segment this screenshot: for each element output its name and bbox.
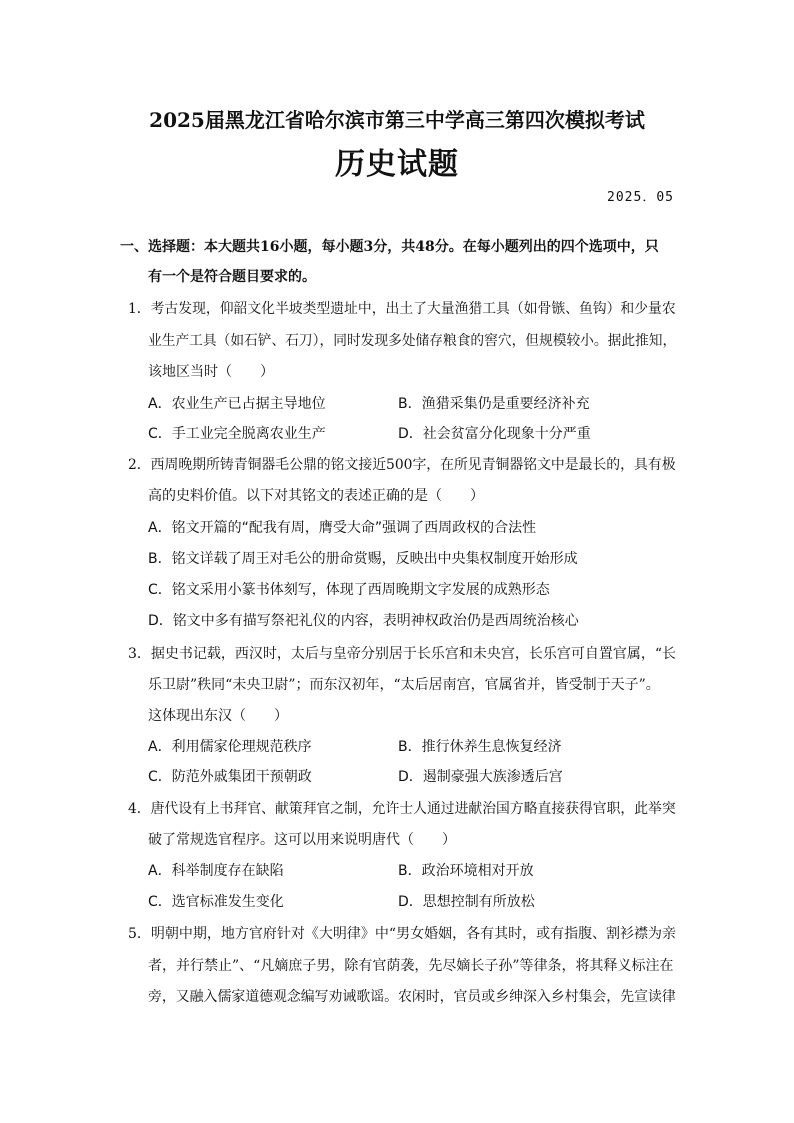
question-2-option-c: C．铭文采用小篆书体刻写，体现了西周晚期文字发展的成熟形态: [148, 582, 550, 598]
question-2-line-2: 高的史料价值。以下对其铭文的表述正确的是（ ）: [148, 488, 484, 504]
question-5-line-1: 5．明朝中期，地方官府针对《大明律》中“男女婚姻，各有其时，或有指腹、割衫襟为亲: [128, 926, 677, 942]
question-3-line-2: 乐卫尉”秩同“未央卫尉”；而东汉初年，“太后居南宫，官属省并，皆受制于天子”。: [148, 677, 660, 693]
question-5-line-2: 者，并行禁止”、“凡嫡庶子男，除有官荫袭，先尽嫡长子孙”等律条，将其释义标注在: [148, 958, 674, 974]
question-4-option-c: C．选官标准发生变化: [148, 894, 284, 910]
question-2-option-d: D．铭文中多有描写祭祀礼仪的内容，表明神权政治仍是西周统治核心: [148, 613, 579, 629]
question-3-option-d: D．遏制豪强大族渗透后宫: [398, 769, 563, 785]
question-2-option-b: B．铭文详载了周王对毛公的册命赏赐，反映出中央集权制度开始形成: [148, 551, 578, 567]
exam-subject-title: 历史试题: [335, 147, 459, 182]
section-instruction-line-2: 有一个是符合题目要求的。: [148, 269, 316, 285]
exam-title: 2025届黑龙江省哈尔滨市第三中学高三第四次模拟考试: [149, 108, 645, 132]
question-1-option-b: B．渔猎采集仍是重要经济补充: [398, 396, 590, 412]
question-4-option-d: D．思想控制有所放松: [398, 894, 535, 910]
question-5-line-3: 旁，又融入儒家道德观念编写劝诫歌谣。农闲时，官员或乡绅深入乡村集会，先宣读律: [148, 989, 676, 1005]
question-2-line-1: 2．西周晚期所铸青铜器毛公鼎的铭文接近500字，在所见青铜器铭文中是最长的，具有极: [128, 457, 676, 473]
question-4-option-b: B．政治环境相对开放: [398, 863, 534, 879]
question-3-option-b: B．推行休养生息恢复经济: [398, 739, 562, 755]
question-4-option-a: A．科举制度存在缺陷: [148, 863, 284, 879]
question-1-option-d: D．社会贫富分化现象十分严重: [398, 426, 591, 442]
question-1-line-2: 业生产工具（如石铲、石刀），同时发现多处储存粮食的窖穴，但规模较小。据此推知，: [148, 333, 677, 349]
exam-date: 2025．05: [607, 190, 674, 205]
question-1-option-a: A．农业生产已占据主导地位: [148, 396, 326, 412]
question-3-option-c: C．防范外戚集团干预朝政: [148, 769, 312, 785]
question-3-line-1: 3．据史书记载，西汉时，太后与皇帝分别居于长乐宫和未央宫，长乐宫可自置官属，“长: [128, 646, 677, 662]
question-4-line-2: 破了常规选官程序。这可以用来说明唐代（ ）: [148, 832, 456, 848]
question-2-option-a: A．铭文开篇的“配我有周，膺受大命”强调了西周政权的合法性: [148, 520, 537, 536]
question-1-option-c: C．手工业完全脱离农业生产: [148, 426, 326, 442]
question-3-line-3: 这体现出东汉（ ）: [148, 708, 288, 724]
section-instruction-line-1: 一、选择题：本大题共16小题，每小题3分，共48分。在每小题列出的四个选项中，只: [120, 239, 659, 255]
question-1-line-3: 该地区当时（ ）: [148, 364, 274, 380]
question-1-line-1: 1．考古发现，仰韶文化半坡类型遗址中，出土了大量渔猎工具（如骨镞、鱼钩）和少量农: [128, 301, 676, 317]
question-4-line-1: 4．唐代设有上书拜官、献策拜官之制，允许士人通过进献治国方略直接获得官职，此举突: [128, 801, 676, 817]
question-3-option-a: A．利用儒家伦理规范秩序: [148, 739, 312, 755]
